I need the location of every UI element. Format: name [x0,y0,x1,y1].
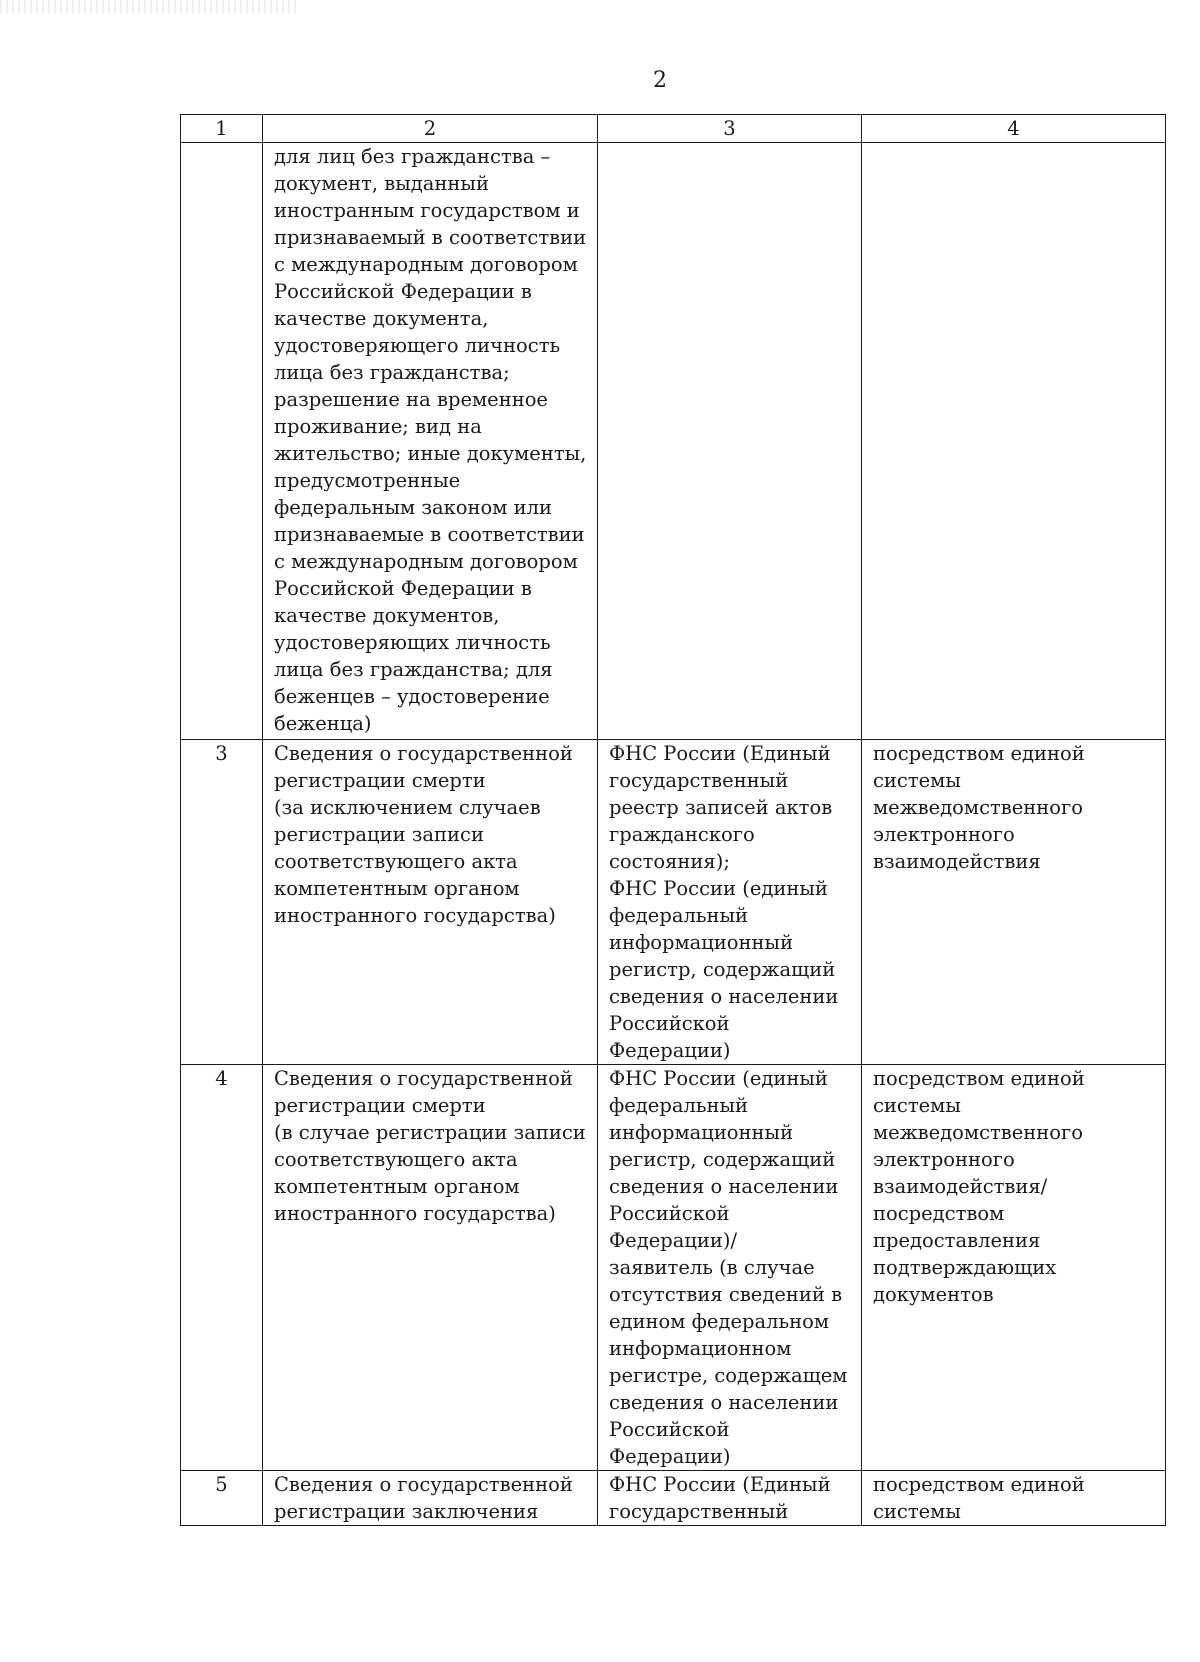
cell-text: Сведения о государственной регистрации смерти (в случае регистрации записи соответствующего акта компетентным органом иностранного государства) [274,1067,586,1225]
method-cell [862,143,1166,740]
document-description-cell [263,740,598,1065]
cell-text: ФНС России (Единый государственный [609,1473,831,1523]
table-row [181,1065,1166,1471]
source-cell [598,1065,862,1471]
cell-text: посредством единой системы межведомственного электронного взаимодействия/ посредством предоставления подтверждающих документов [873,1067,1085,1306]
cell-text: посредством единой системы межведомственного электронного взаимодействия [873,742,1085,873]
source-cell [598,1471,862,1526]
scan-edge-noise [0,0,300,14]
method-cell [862,740,1166,1065]
header-cell-3: 3 [598,115,862,143]
cell-text: посредством единой системы [873,1473,1085,1523]
header-cell-1: 1 [181,115,263,143]
table-row [181,1471,1166,1526]
cell-text: Сведения о государственной регистрации смерти (за исключением случаев регистрации записи соответствующего акта компетентным органом иностранного государства) [274,742,573,927]
row-number: 3 [181,740,263,1065]
table-row [181,143,1166,740]
source-cell [598,143,862,740]
table-row [181,740,1166,1065]
document-description-cell [263,1065,598,1471]
cell-text: ФНС России (единый федеральный информационный регистр, содержащий сведения о населении Российской Федерации)/ заявитель (в случае отсутствия сведений в едином федеральном информационном регистре, содержащем сведения о населении Российской Федерации) [609,1067,848,1468]
header-cell-2: 2 [263,115,598,143]
cell-text: ФНС России (Единый государственный реестр записей актов гражданского состояния); ФНС России (единый федеральный информационный регистр, содержащий сведения о населении Российской Федерации) [609,742,839,1062]
method-cell [862,1065,1166,1471]
table-header-row [181,115,1166,143]
document-description-cell [263,1471,598,1526]
document-table [180,114,1166,1526]
row-number: 5 [181,1471,263,1526]
header-cell-4: 4 [862,115,1166,143]
document-description-cell [263,143,598,740]
cell-text: для лиц без гражданства – документ, выданный иностранным государством и признаваемый в соответствии с международным договором Российской Федерации в качестве документа, удостоверяющего личность лица без гражданства; разрешение на временное проживание; вид на жительство; иные документы, предусмотренные федеральным законом или признаваемые в соответствии с международным договором Российской Федерации в качестве документов, удостоверяющих личность лица без гражданства; для беженцев – удостоверение беженца) [274,145,587,735]
row-number [181,143,263,740]
row-number: 4 [181,1065,263,1471]
method-cell [862,1471,1166,1526]
page-number: 2 [653,68,667,93]
cell-text: Сведения о государственной регистрации заключения [274,1473,573,1523]
source-cell [598,740,862,1065]
